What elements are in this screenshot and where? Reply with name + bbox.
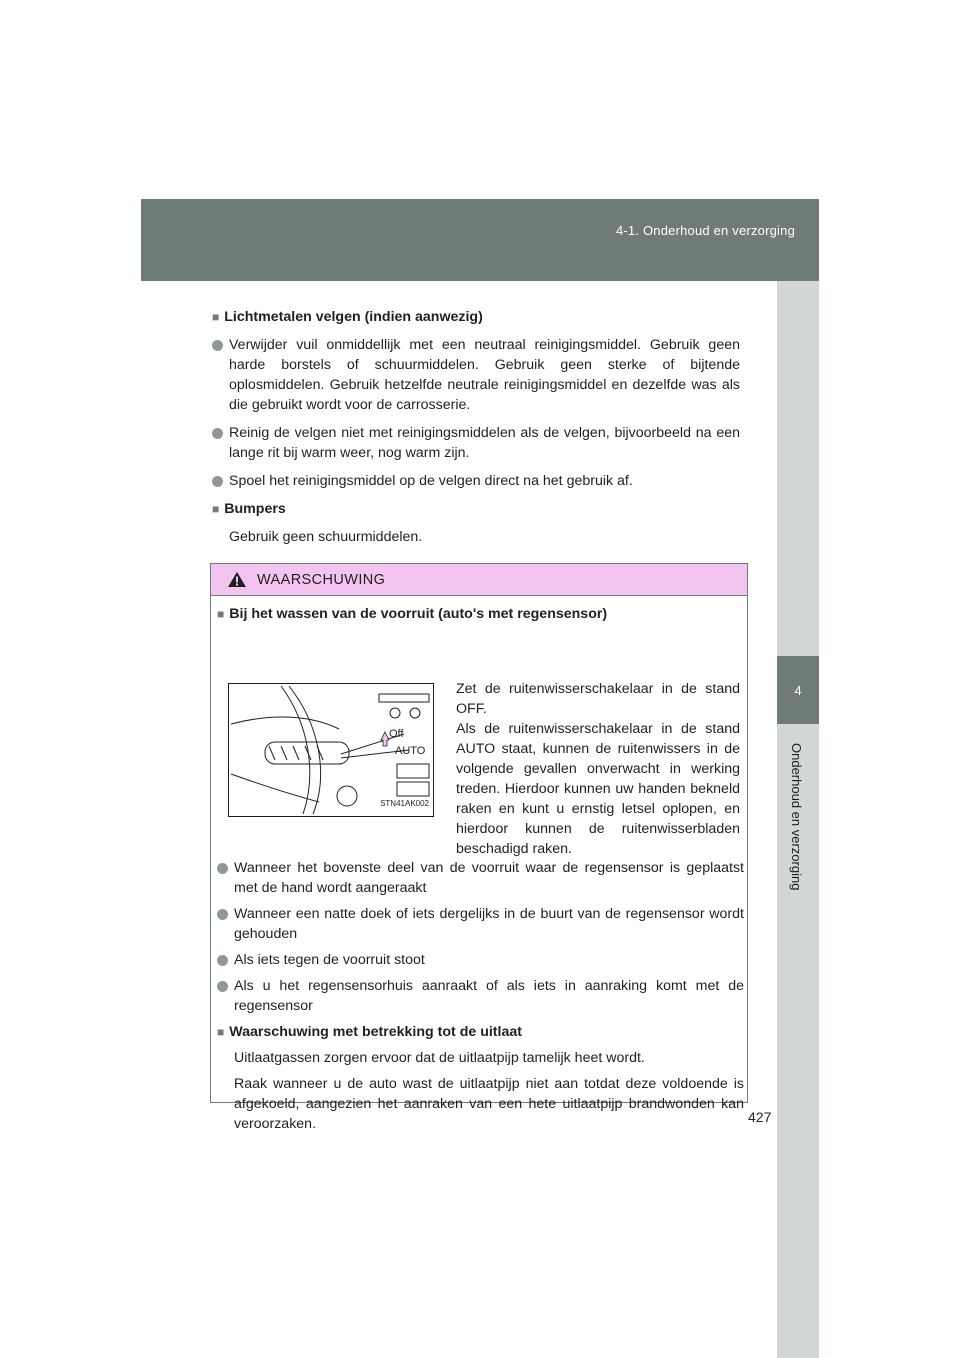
side-tab	[777, 281, 819, 1358]
header-bar	[141, 199, 819, 281]
warning-heading: ■ Waarschuwing met betrekking tot de uitlaat	[217, 1024, 522, 1040]
warning-title: WAARSCHUWING	[257, 571, 386, 588]
chapter-number: 4	[777, 656, 819, 724]
warning-list	[217, 858, 744, 1140]
warning-heading: ■ Bij het wassen van de voorruit (auto's met regensensor)	[217, 606, 608, 622]
page-number: 427	[748, 1109, 772, 1125]
warning-triangle-icon	[227, 571, 247, 588]
list-item: Als iets tegen de voorruit stoot	[217, 950, 744, 970]
wiper-switch-illustration	[228, 683, 434, 817]
auto-label: AUTO	[395, 745, 426, 757]
dot-bullet-icon	[212, 476, 223, 487]
chapter-title: Onderhoud en verzorging	[789, 743, 804, 891]
instruction-line: Als de ruitenwisserschakelaar in de stand AUTO staat, kunnen de ruitenwissers in de volgende gevallen onverwacht in werking treden. Hierdoor kunnen uw handen bekneld raken en kunt u ernstig letsel oplopen, en hierdoor kunnen de ruitenwisserbladen beschadigd raken.	[456, 721, 740, 857]
instruction-text	[456, 679, 740, 859]
dot-bullet-icon	[217, 955, 228, 966]
section-heading: ■ Bumpers	[212, 501, 286, 517]
dot-bullet-icon	[217, 863, 228, 874]
dot-bullet-icon	[212, 340, 223, 351]
square-bullet-icon: ■	[212, 310, 220, 324]
list-item: Als u het regensensorhuis aanraakt of als iets in aanraking komt met de regensensor	[217, 976, 744, 1016]
dot-bullet-icon	[212, 428, 223, 439]
body-text: Gebruik geen schuurmiddelen.	[229, 529, 423, 545]
list-item: Spoel het reinigingsmiddel op de velgen direct na het gebruik af.	[212, 471, 740, 491]
dot-bullet-icon	[217, 909, 228, 920]
dot-bullet-icon	[217, 981, 228, 992]
warning-header	[211, 564, 747, 596]
warning-body	[211, 604, 747, 1132]
body-text: Uitlaatgassen zorgen ervoor dat de uitlaatpijp tamelijk heet wordt.	[234, 1050, 645, 1066]
off-label: Off	[389, 728, 404, 740]
illustration-code: STN41AK002	[380, 799, 429, 808]
square-bullet-icon: ■	[217, 607, 225, 621]
list-item: Wanneer een natte doek of iets dergelijks in de buurt van de regensensor wordt gehouden	[217, 904, 744, 944]
square-bullet-icon: ■	[217, 1025, 225, 1039]
warning-box	[210, 563, 748, 1132]
instruction-line: Zet de ruitenwisserschakelaar in de stand OFF.	[456, 681, 740, 717]
list-item: Verwijder vuil onmiddellijk met een neutraal reinigingsmiddel. Gebruik geen harde borstels of schuurmiddelen. Gebruik geen sterke of bijtende oplosmiddelen. Gebruik hetzelfde neutrale reinigingsmiddel en dezelfde was als die gebruikt wordt voor de carrosserie.	[212, 335, 740, 415]
section-title: 4-1. Onderhoud en verzorging	[615, 223, 795, 238]
main-content	[212, 307, 740, 555]
square-bullet-icon: ■	[212, 502, 220, 516]
section-heading: ■ Lichtmetalen velgen (indien aanwezig)	[212, 309, 483, 325]
list-item: Wanneer het bovenste deel van de voorruit waar de regensensor is geplaatst met de hand wordt aangeraakt	[217, 858, 744, 898]
list-item: Reinig de velgen niet met reinigingsmiddelen als de velgen, bijvoorbeeld na een lange rit bij warm weer, nog warm zijn.	[212, 423, 740, 463]
body-text: Raak wanneer u de auto wast de uitlaatpijp niet aan totdat deze voldoende is afgekoeld, aangezien het aanraken van een hete uitlaatpijp brandwonden kan veroorzaken.	[234, 1076, 744, 1132]
